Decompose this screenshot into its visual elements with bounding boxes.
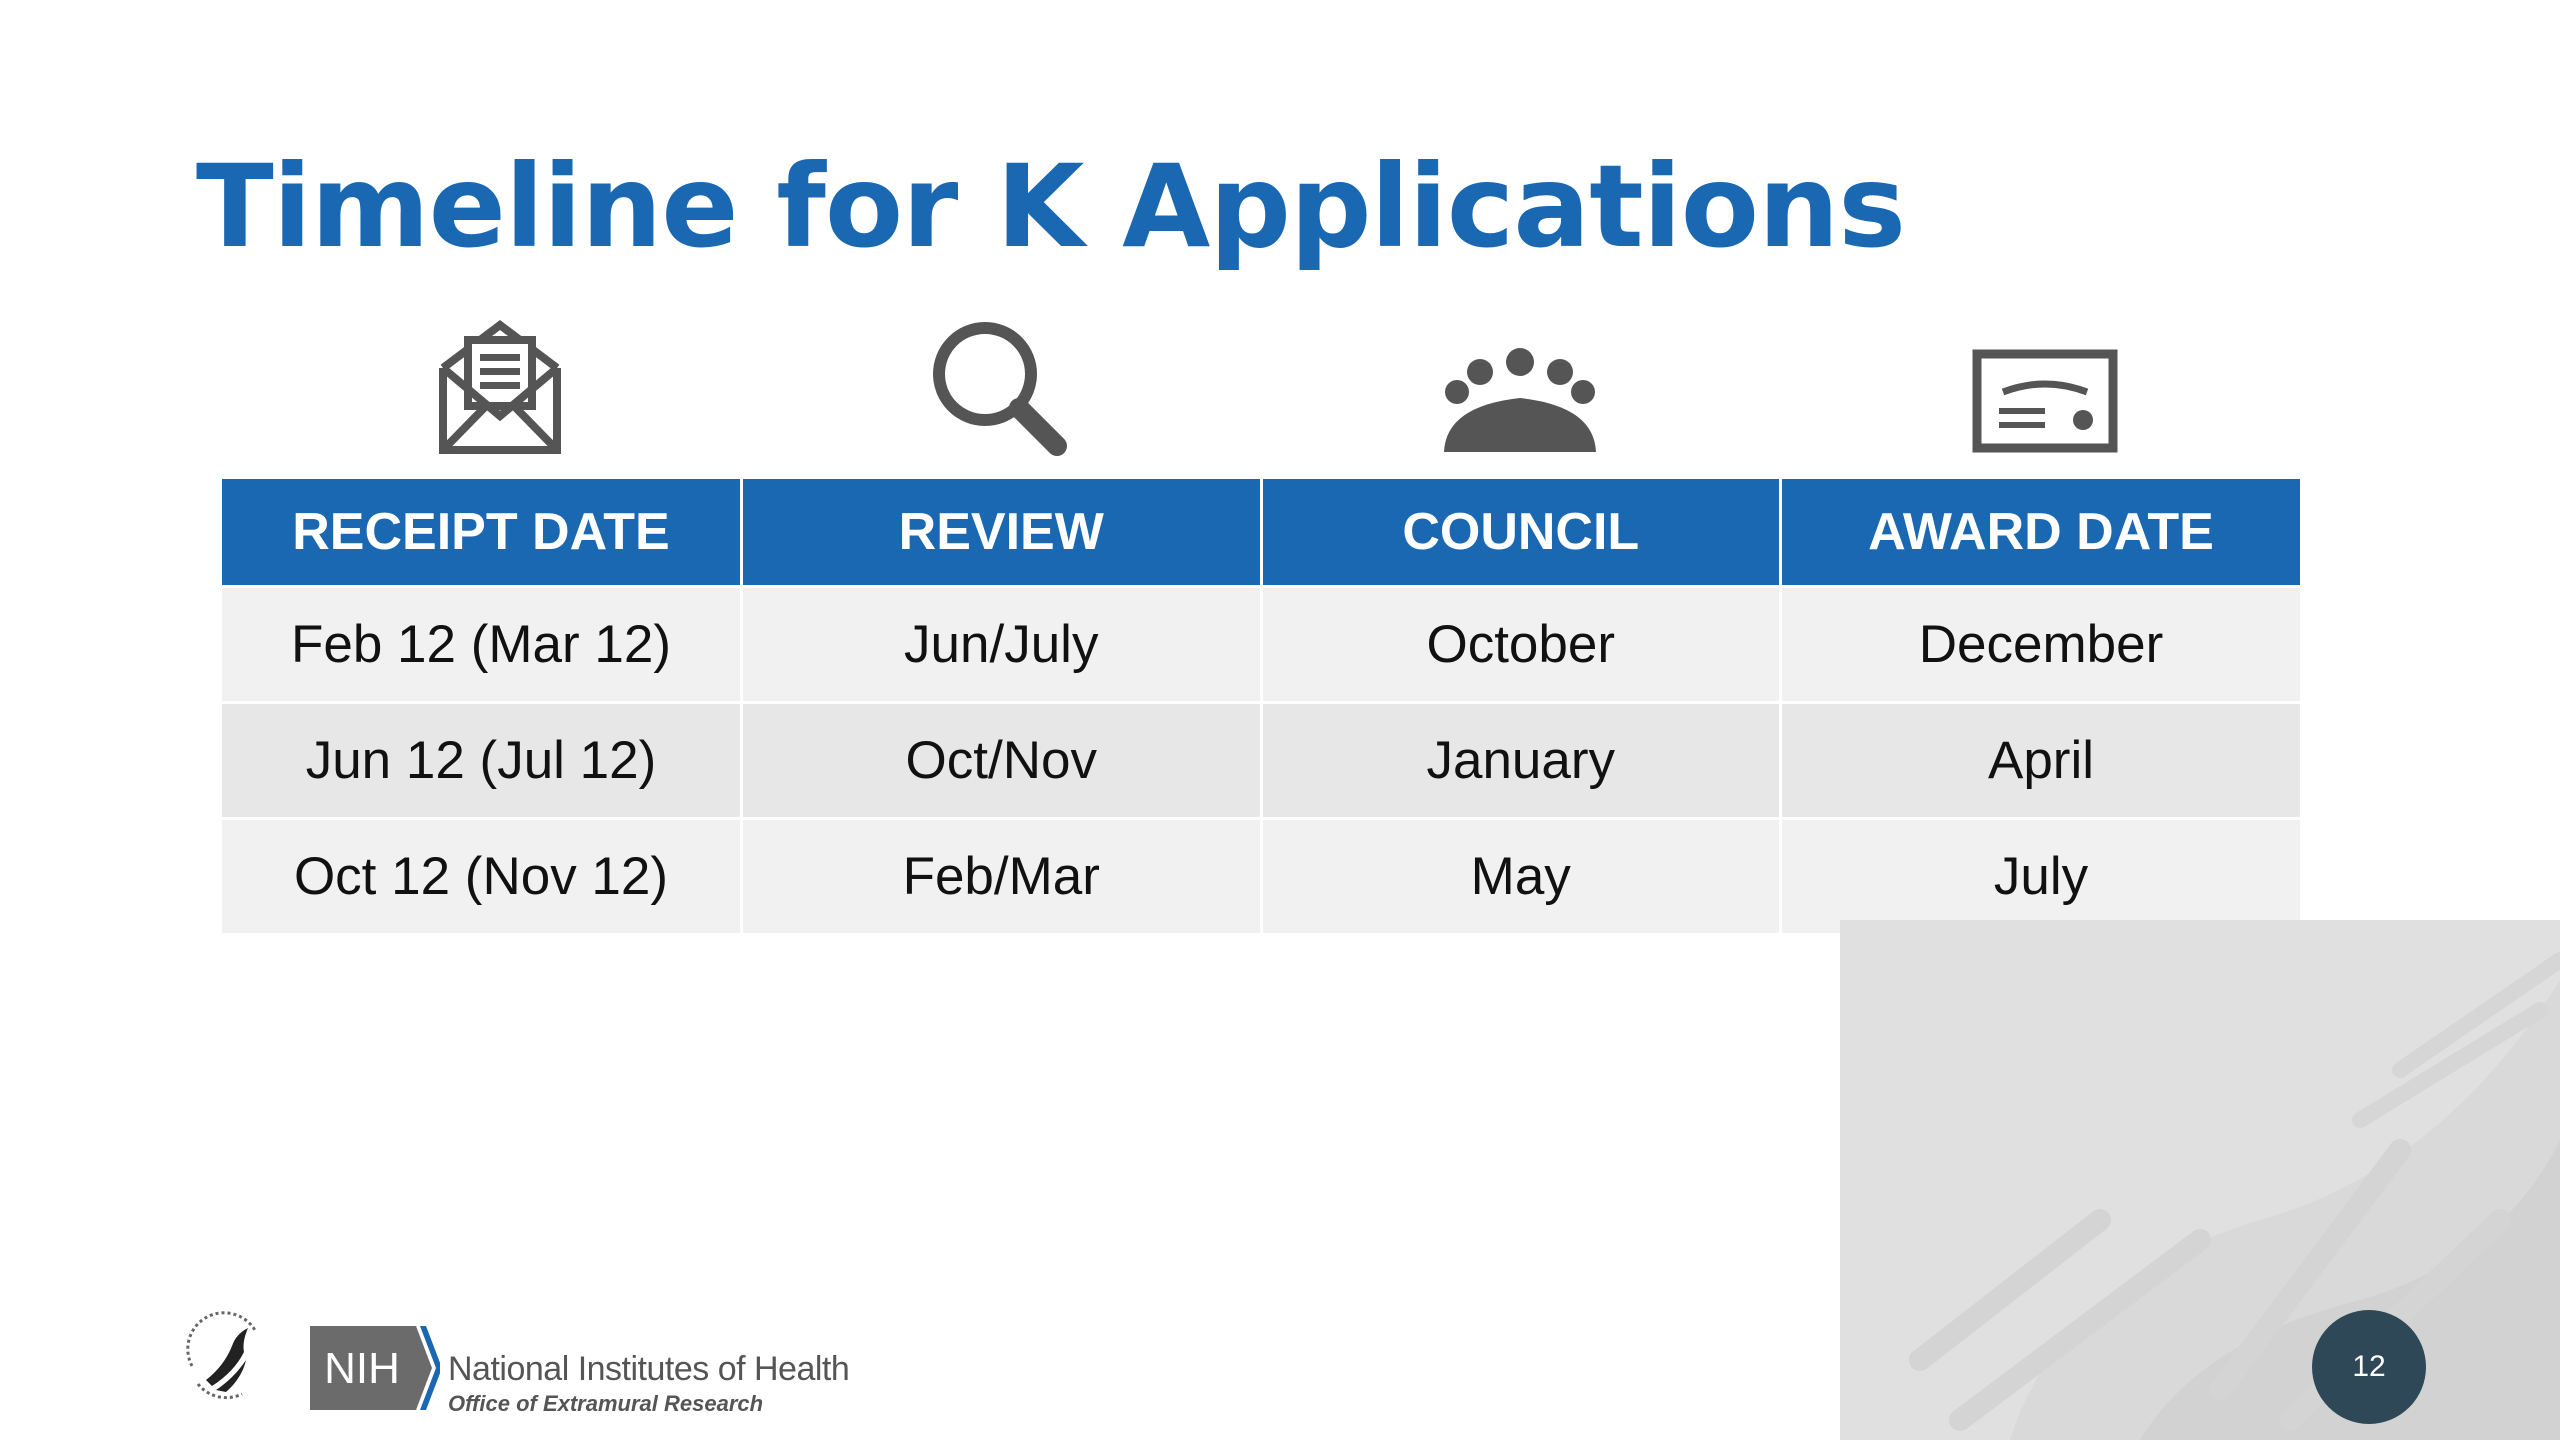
cell-receipt-date: Oct 12 (Nov 12): [222, 819, 742, 934]
cell-review: Oct/Nov: [742, 703, 1262, 819]
timeline-table: [222, 479, 2300, 933]
cell-council: October: [1261, 587, 1781, 703]
page-number-badge: 12: [2312, 1310, 2426, 1424]
council-group-icon: [1430, 320, 1610, 460]
cell-review: Feb/Mar: [742, 819, 1262, 934]
table-row: [222, 703, 2300, 819]
cell-award-date: December: [1781, 587, 2301, 703]
nih-wordmark: [448, 1350, 849, 1417]
nih-logo-icon: [310, 1326, 440, 1410]
header-receipt-date: RECEIPT DATE: [222, 479, 742, 587]
magnifier-icon: [915, 320, 1095, 460]
cell-award-date: July: [1781, 819, 2301, 934]
cell-council: May: [1261, 819, 1781, 934]
table-row: [222, 819, 2300, 934]
header-review: REVIEW: [742, 479, 1262, 587]
nih-badge-text: NIH: [324, 1344, 400, 1393]
org-name: National Institutes of Health: [448, 1350, 850, 1388]
table-header-row: [222, 479, 2300, 587]
cell-review: Jun/July: [742, 587, 1262, 703]
office-name: Office of Extramural Research: [448, 1391, 764, 1416]
slide-title: Timeline for K Applications: [196, 140, 1906, 273]
cell-receipt-date: Jun 12 (Jul 12): [222, 703, 742, 819]
hhs-seal-icon: [172, 1306, 276, 1410]
decorative-word-cloud: [1840, 920, 2560, 1440]
cell-council: January: [1261, 703, 1781, 819]
cell-award-date: April: [1781, 703, 2301, 819]
envelope-icon: [410, 320, 590, 460]
certificate-icon: [1955, 320, 2135, 460]
cell-receipt-date: Feb 12 (Mar 12): [222, 587, 742, 703]
header-award-date: AWARD DATE: [1781, 479, 2301, 587]
table-row: [222, 587, 2300, 703]
header-council: COUNCIL: [1261, 479, 1781, 587]
